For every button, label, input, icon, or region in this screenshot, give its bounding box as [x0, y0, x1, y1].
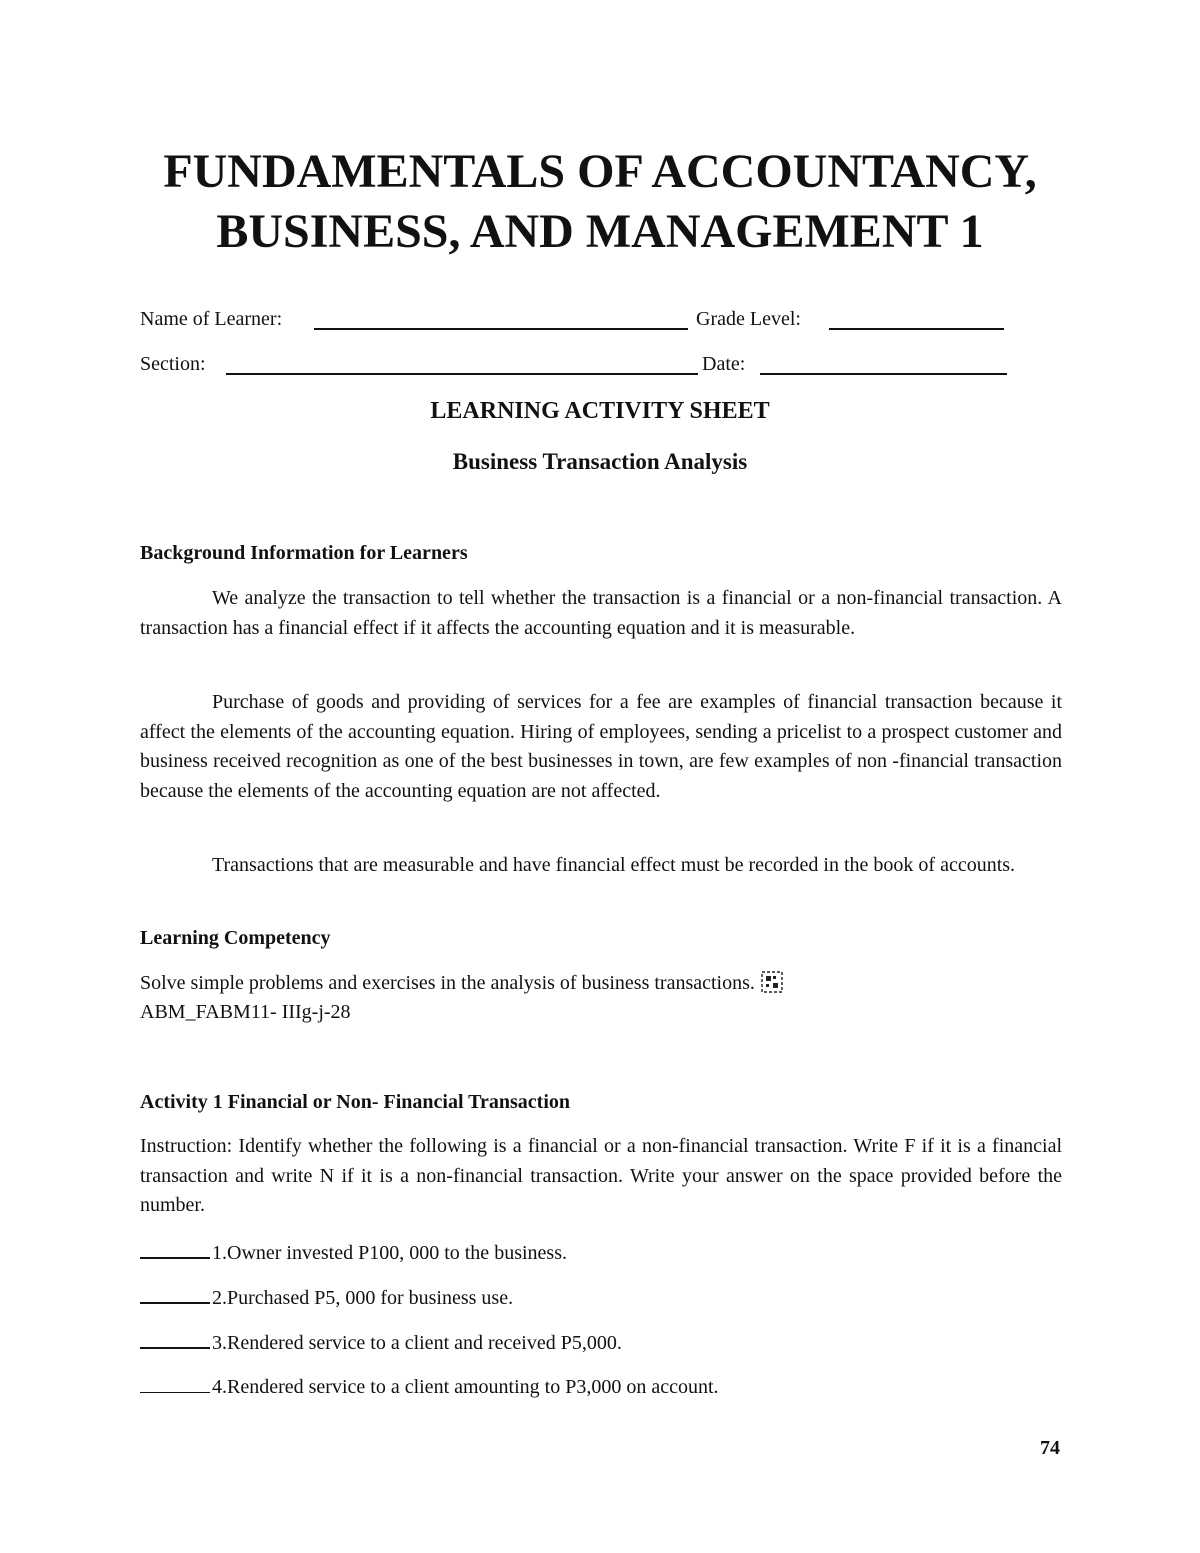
date-field[interactable]	[760, 373, 1007, 375]
sheet-subtitle: Business Transaction Analysis	[452, 449, 748, 474]
activity-item-text: 4.Rendered service to a client amounting to P3,000 on account.	[212, 1376, 719, 1398]
grade-level-label: Grade Level:	[696, 308, 801, 330]
page-number: 74	[1040, 1437, 1060, 1459]
date-label: Date:	[702, 353, 746, 375]
document-title	[0, 142, 1200, 262]
activity-item-text: 1.Owner invested P100, 000 to the business.	[212, 1242, 567, 1264]
activity-item	[140, 1237, 567, 1266]
placeholder-glyph-icon	[761, 971, 783, 993]
background-paragraph-1: We analyze the transaction to tell whether the transaction is a financial or a non-financial transaction. A transaction has a financial effect if it affects the accounting equation and it is measurable.	[140, 587, 1062, 639]
name-of-learner-field[interactable]	[314, 328, 688, 330]
activity-heading: Activity 1 Financial or Non- Financial Transaction	[140, 1091, 571, 1113]
activity-item	[140, 1327, 622, 1356]
background-heading: Background Information for Learners	[140, 542, 468, 564]
grade-level-field[interactable]	[829, 328, 1004, 330]
competency-code: ABM_FABM11- IIIg-j-28	[140, 1001, 351, 1023]
activity-item	[140, 1282, 513, 1311]
competency-text: Solve simple problems and exercises in the analysis of business transactions.	[140, 972, 755, 994]
title-line-1: FUNDAMENTALS OF ACCOUNTANCY,	[163, 145, 1037, 198]
answer-blank[interactable]	[140, 1237, 210, 1259]
section-label: Section:	[140, 353, 206, 375]
activity-item-text: 2.Purchased P5, 000 for business use.	[212, 1287, 514, 1309]
background-paragraph-3: Transactions that are measurable and have financial effect must be recorded in the book of accounts.	[212, 854, 1016, 876]
competency-statement	[140, 969, 783, 998]
answer-blank[interactable]	[140, 1282, 210, 1304]
background-paragraph-2: Purchase of goods and providing of services for a fee are examples of financial transaction because it affect the elements of the accounting equation. Hiring of employees, sending a pricelist to a prospect customer and business received recognition as one of the best businesses in town, are few examples of non -financial transaction because the elements of the accounting equation are not affected.	[140, 691, 1062, 802]
activity-item-text: 3.Rendered service to a client and received P5,000.	[212, 1332, 622, 1354]
answer-blank[interactable]	[140, 1327, 210, 1349]
activity-item	[140, 1372, 719, 1400]
section-field[interactable]	[226, 373, 698, 375]
sheet-title: LEARNING ACTIVITY SHEET	[430, 398, 770, 424]
activity-instruction: Instruction: Identify whether the following is a financial or a non-financial transaction. Write F if it is a financial transaction and write N if it is a non-financial transaction. Write your answer on the space provided before the number.	[140, 1135, 1062, 1216]
competency-heading: Learning Competency	[140, 927, 331, 949]
title-line-2: BUSINESS, AND MANAGEMENT 1	[216, 205, 984, 258]
answer-blank[interactable]	[140, 1372, 210, 1393]
name-of-learner-label: Name of Learner:	[140, 308, 283, 330]
